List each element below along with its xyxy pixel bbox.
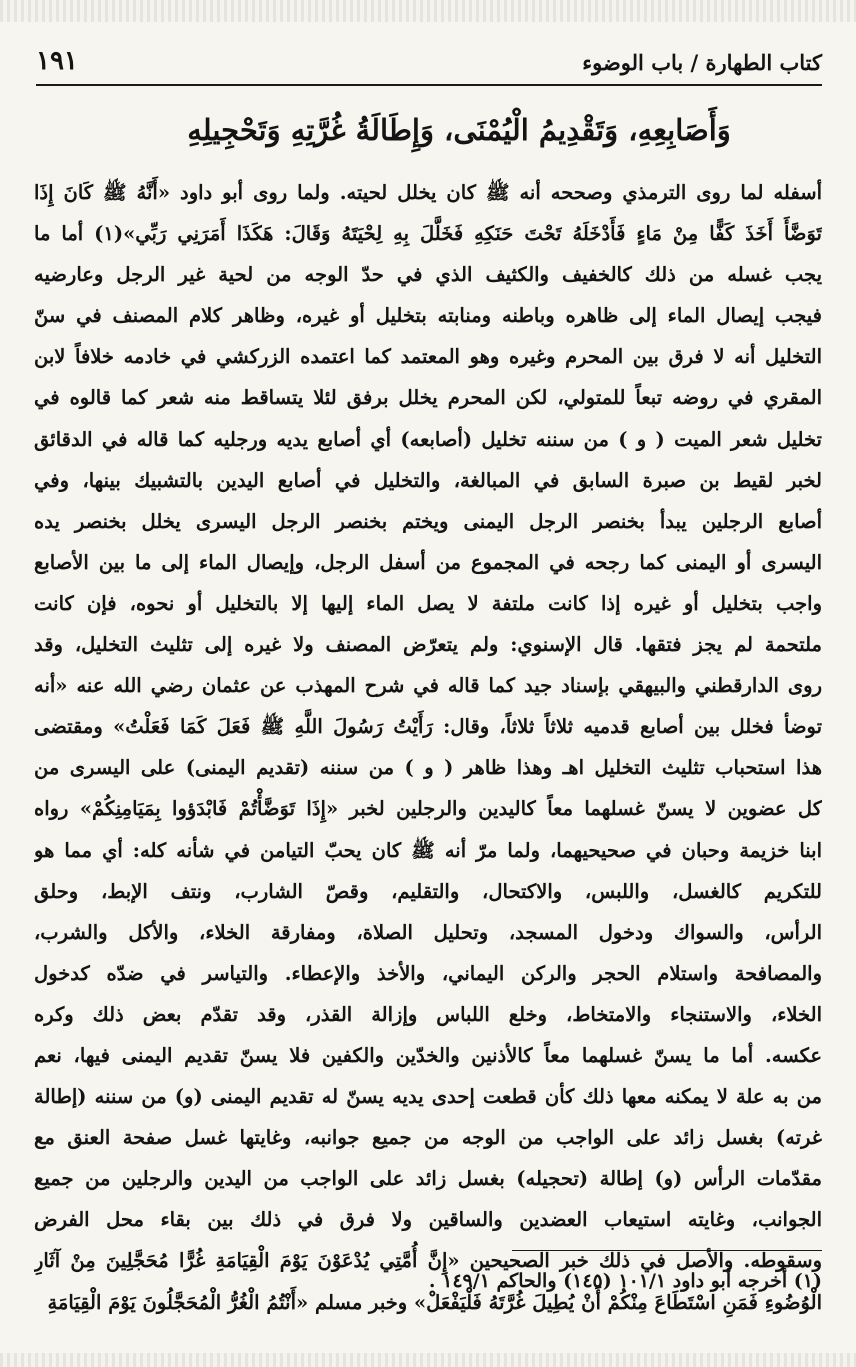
- text-line: عكسه. أما ما يسنّ غسلهما معاً كالأذنين والخدّين والكفين فلا يسنّ تقديم اليمنى فيها، نعم: [34, 1043, 822, 1067]
- text-line: تَوَضَّأَ أَخَذَ كَفًّا مِنْ مَاءٍ فَأَدْخَلَهُ تَحْتَ حَنَكِهِ فَخَلَّلَ بِهِ لِحْيَتَهُ وَقَالَ: هَكَذَا أَمَرَنِي رَبِّي»(١) أما ما: [34, 222, 822, 246]
- text-line: كل عضوين لا يسنّ غسلهما معاً كاليدين والرجلين لخبر «إِذَا تَوَضَّأْتُمْ فَابْدَؤوا بِمَيَامِنِكُمْ» رواه: [34, 797, 822, 821]
- text-line: ابنا خزيمة وحبان في صحيحيهما، ولما مرّ أنه ﷺ كان يحبّ التيامن في شأنه كله: أي مما هو: [34, 838, 822, 862]
- text-line: يجب غسله من ذلك كالخفيف والكثيف الذي في حدّ الوجه من لحية غير الرجل وعارضيه: [34, 263, 822, 287]
- text-line: ملتحمة لم يجز فتقها. قال الإسنوي: ولم يتعرّض المصنف ولا غيره إلى تثليث التخليل، وقد: [34, 633, 822, 657]
- text-line: توضأ فخلل بين أصابع قدميه ثلاثاً ثلاثاً، وقال: رَأَيْتُ رَسُولَ اللَّهِ ﷺ فَعَلَ كَمَا فَعَلْتُ» ومقتضى: [34, 715, 822, 739]
- text-line: لخبر لقيط بن صبرة السابق في المبالغة، والتخليل في أصابع اليدين بالتشبيك بينها، وفي: [34, 468, 822, 492]
- header-divider: [36, 84, 822, 86]
- text-line: أسفله لما روى الترمذي وصححه أنه ﷺ كان يخلل لحيته. ولما روى أبو داود «أَنَّهُ ﷺ كَانَ إِذَا: [34, 181, 822, 204]
- text-line: الخلاء، والاستنجاء والامتخاط، وخلع اللباس وإزالة القذر، وقد تقدّم بعض ذلك وكره: [34, 1002, 822, 1026]
- page-number: ١٩١: [36, 46, 78, 76]
- chapter-title: كتاب الطهارة / باب الوضوء: [582, 50, 822, 75]
- text-line: الجوانب، وغايته استيعاب العضدين والساقين ولا فرق في ذلك بين بقاء محل الفرض: [34, 1208, 822, 1232]
- text-line: روى الدارقطني والبيهقي بإسناد جيد كما قاله في شرح المهذب عن عثمان رضي الله عنه «أنه: [34, 674, 822, 698]
- text-line: الْوُضُوءِ فَمَنِ اسْتَطَاعَ مِنْكُمْ أَنْ يُطِيلَ غُرَّتَهُ فَلْيَفْعَلْ» وخبر مسلم «أَنْتُمُ الْغُرُّ الْمُحَجَّلُونَ يَوْمَ الْقِيَامَةِ: [47, 1290, 822, 1314]
- text-line: المقري في روضه تبعاً للمتولي، لكن المحرم يخلل برفق لئلا يتساقط منه شعر كما قالوه في: [34, 386, 822, 410]
- text-line: والمصافحة واستلام الحجر والركن اليماني، والأخذ والإعطاء. والتياسر في ضدّه كدخول: [34, 961, 822, 985]
- scan-border-top: [0, 0, 856, 22]
- text-line: وسقوطه. والأصل في ذلك خبر الصحيحين «إِنَّ أُمَّتِي يُدْعَوْنَ يَوْمَ الْقِيَامَةِ غُرًّا مُحَجَّلِينَ مِنْ آثَارِ: [34, 1249, 822, 1273]
- text-line: من به علة لا يمكنه معها ذلك كأن قطعت إحدى يديه يسنّ له تقديم اليمنى (و) من سننه (إطالة: [34, 1085, 822, 1109]
- commentary-text: [34, 172, 822, 1323]
- text-line: هذا استحباب تثليث التخليل اهـ وهذا ظاهر ( و ) من سننه (تقديم اليمنى) على اليسرى من: [34, 756, 822, 780]
- text-line: الرأس، والسواك ودخول المسجد، وتحليل الصلاة، ومفارقة الخلاء، والأكل والشرب،: [34, 920, 822, 944]
- text-line: أصابع الرجلين يبدأ بخنصر الرجل اليمنى ويختم بخنصر الرجل اليسرى يخلل بخنصر يده: [34, 509, 822, 533]
- footnote: (١) أخرجه أبو داود ١٠١/١ (١٤٥) والحاكم ١٤٩/١ .: [428, 1270, 822, 1292]
- matn-heading: وَأَصَابِعِهِ، وَتَقْدِيمُ الْيُمْنَى، وَإِطَالَةُ غُرَّتِهِ وَتَحْجِيلِهِ: [187, 113, 731, 147]
- footnote-divider: [512, 1250, 822, 1251]
- text-line: للتكريم كالغسل، واللبس، والاكتحال، والتقليم، وقصّ الشارب، ونتف الإبط، وحلق: [34, 879, 822, 903]
- text-line: مقدّمات الرأس (و) إطالة (تحجيله) بغسل زائد على الواجب من اليدين والرجلين من جميع: [34, 1167, 822, 1191]
- text-line: غرته) بغسل زائد على الواجب من الوجه من جميع جوانبه، وغايتها غسل صفحة العنق مع: [34, 1126, 822, 1150]
- scan-border-bottom: [0, 1353, 856, 1367]
- text-line: تخليل شعر الميت ( و ) من سننه تخليل (أصابعه) أي أصابع يديه ورجليه كما قاله في الدقائق: [34, 427, 822, 451]
- text-line: التخليل أنه لا فرق بين المحرم وغيره وهو المعتمد كما اعتمده الزركشي في خادمه خلافاً لابن: [34, 345, 822, 369]
- text-line: فيجب إيصال الماء إلى ظاهره وباطنه ومنابته بتخليل أو غيره، وظاهر كلام المصنف في سنّ: [34, 304, 822, 328]
- running-header: [36, 44, 822, 80]
- text-line: اليسرى أو اليمنى كما رجحه في المجموع من أسفل الرجل، وإيصال الماء إلى ما بين الأصابع: [34, 550, 822, 574]
- text-line: واجب بتخليل أو غيره إذا كانت ملتفة لا يصل الماء إليها إلا بالتخليل أو نحوه، فإن كانت: [34, 591, 822, 615]
